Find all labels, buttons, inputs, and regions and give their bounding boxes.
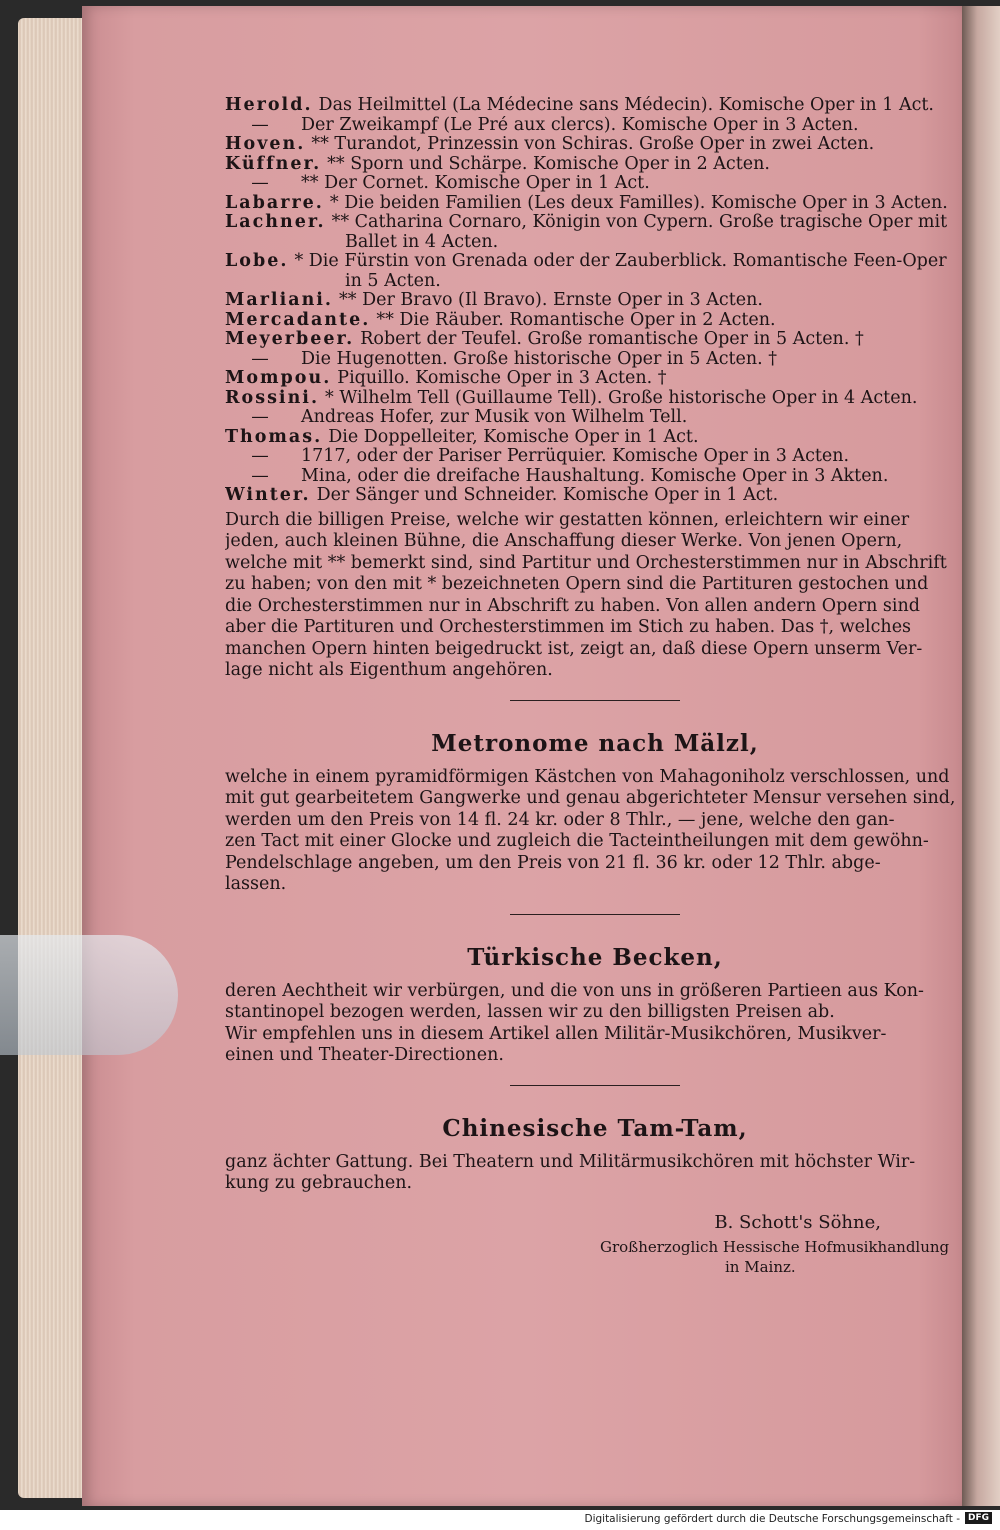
opera-title: Piquillo. Komische Oper in 3 Acten. † xyxy=(337,369,667,388)
paragraph-line: welche mit ** bemerkt sind, sind Partitur und Orchesterstimmen nur in Abschrift xyxy=(225,552,947,573)
paragraph-line: welche in einem pyramidförmigen Kästchen von Mahagoniholz verschlossen, und xyxy=(225,766,950,787)
section-divider xyxy=(510,1085,680,1086)
paragraph-line: stantinopel bezogen werden, lassen wir zu den billigsten Preisen ab. xyxy=(225,1002,835,1022)
paragraph-line: die Orchesterstimmen nur in Abschrift zu haben. Von allen andern Opern sind xyxy=(225,595,920,616)
paragraph-line: Pendelschlage angeben, um den Preis von 21 fl. 36 kr. oder 12 Thlr. abge- xyxy=(225,852,881,873)
paragraph-line: Wir empfehlen uns in diesem Artikel allen Militär-Musikchören, Musikver- xyxy=(225,1023,887,1044)
paragraph-line: lage nicht als Eigenthum angehören. xyxy=(225,660,553,680)
opera-list xyxy=(225,96,965,506)
signature-name: B. Schott's Söhne, xyxy=(714,1211,881,1233)
section-heading: Türkische Becken, xyxy=(467,943,723,971)
composer-name: Küffner. xyxy=(225,154,322,174)
paragraph-line: manchen Opern hinten beigedruckt ist, zeigt an, daß diese Opern unserm Ver- xyxy=(225,638,923,659)
footer-bar xyxy=(0,1510,1000,1530)
opera-title: Die Hugenotten. Große historische Oper in 5 Acten. † xyxy=(301,349,778,369)
section-body xyxy=(225,1152,965,1195)
section-body xyxy=(225,981,965,1067)
composer-name: — xyxy=(251,349,269,369)
paragraph-line: jeden, auch kleinen Bühne, die Anschaffung dieser Werke. Von jenen Opern, xyxy=(225,531,903,551)
footer-credit: Digitalisierung gefördert durch die Deutsche Forschungsgemeinschaft - xyxy=(584,1513,960,1525)
composer-name: Hoven. xyxy=(225,135,306,154)
composer-name: Thomas. xyxy=(225,427,323,447)
sections xyxy=(225,700,965,1195)
opera-entry xyxy=(225,311,965,331)
page-clip xyxy=(0,935,178,1055)
opera-entry xyxy=(225,174,965,194)
composer-name: Winter. xyxy=(225,486,311,505)
opera-entry xyxy=(225,213,965,233)
signature-firm-line1: Großherzoglich Hessische Hofmusikhandlung xyxy=(600,1237,950,1256)
opera-title: in 5 Acten. xyxy=(345,271,441,291)
opera-title: Robert der Teufel. Große romantische Oper in 5 Acten. † xyxy=(360,330,864,349)
opera-entry xyxy=(225,272,965,292)
opera-title: * Die Fürstin von Grenada oder der Zauberblick. Romantische Feen-Oper xyxy=(294,252,947,271)
paragraph-line: zu haben; von den mit * bezeichneten Opern sind die Partituren gestochen und xyxy=(225,574,929,594)
opera-title: * Die beiden Familien (Les deux Familles). Komische Oper in 3 Acten. xyxy=(329,193,948,213)
composer-name: Meyerbeer. xyxy=(225,330,355,349)
opera-entry xyxy=(225,194,965,214)
section-body xyxy=(225,767,965,896)
opera-title: ** Der Bravo (Il Bravo). Ernste Oper in 3 Acten. xyxy=(339,291,763,310)
section-heading: Metronome nach Mälzl, xyxy=(431,729,759,757)
paragraph-line: zen Tact mit einer Glocke und zugleich die Tacteintheilungen mit dem gewöhn- xyxy=(225,831,929,851)
composer-name: Labarre. xyxy=(225,193,324,213)
opera-entry xyxy=(225,252,965,272)
opera-entry xyxy=(225,408,965,428)
opera-title: Mina, oder die dreifache Haushaltung. Komische Oper in 3 Akten. xyxy=(301,466,889,486)
composer-name: Marliani. xyxy=(225,291,334,310)
opera-entry xyxy=(225,389,965,409)
opera-entry xyxy=(225,428,965,448)
opera-title: 1717, oder der Pariser Perrüquier. Komische Oper in 3 Acten. xyxy=(301,447,850,466)
composer-name: Mercadante. xyxy=(225,310,371,330)
paragraph-line: kung zu gebrauchen. xyxy=(225,1173,413,1193)
opera-entry xyxy=(225,467,965,487)
composer-name: Mompou. xyxy=(225,369,332,388)
opera-title: ** Der Cornet. Komische Oper in 1 Act. xyxy=(301,174,650,193)
opera-entry xyxy=(225,155,965,175)
paragraph-line: aber die Partituren und Orchesterstimmen im Stich zu haben. Das †, welches xyxy=(225,617,912,637)
opera-title: Das Heilmittel (La Médecine sans Médecin). Komische Oper in 1 Act. xyxy=(318,96,934,115)
opera-entry xyxy=(225,96,965,116)
paragraph-line: mit gut gearbeitetem Gangwerke und genau abgerichteter Mensur versehen sind, xyxy=(225,788,956,808)
composer-name: Lachner. xyxy=(225,213,326,232)
opera-entry xyxy=(225,291,965,311)
opera-entry xyxy=(225,330,965,350)
opera-title: Andreas Hofer, zur Musik von Wilhelm Tell. xyxy=(301,408,688,427)
opera-title: Die Doppelleiter, Komische Oper in 1 Act. xyxy=(328,427,699,447)
opera-title: ** Sporn und Schärpe. Komische Oper in 2 Acten. xyxy=(327,154,770,174)
opera-entry xyxy=(225,350,965,370)
signature-firm-line2: in Mainz. xyxy=(725,1257,796,1276)
paragraph-line: deren Aechtheit wir verbürgen, und die von uns in größeren Partieen aus Kon- xyxy=(225,980,924,1001)
opera-title: Ballet in 4 Acten. xyxy=(345,232,499,252)
opera-title: ** Die Räuber. Romantische Oper in 2 Acten. xyxy=(376,310,776,330)
opera-entry xyxy=(225,486,965,506)
right-page-edge xyxy=(962,6,1000,1506)
page-text xyxy=(225,96,965,1277)
section-divider xyxy=(510,700,680,701)
composer-name: Rossini. xyxy=(225,388,320,408)
composer-name: Lobe. xyxy=(225,252,289,271)
opera-entry xyxy=(225,447,965,467)
paragraph-line: einen und Theater-Directionen. xyxy=(225,1045,504,1065)
opera-entry xyxy=(225,116,965,136)
opera-entry xyxy=(225,369,965,389)
section-heading: Chinesische Tam-Tam, xyxy=(442,1114,748,1142)
note-paragraph xyxy=(225,510,965,682)
opera-title: Der Zweikampf (Le Pré aux clercs). Komische Oper in 3 Acten. xyxy=(301,115,859,135)
composer-name: — xyxy=(251,466,269,486)
opera-title: ** Catharina Cornaro, Königin von Cypern. Große tragische Oper mit xyxy=(331,213,948,232)
composer-name: Herold. xyxy=(225,96,313,115)
composer-name: — xyxy=(251,115,269,135)
dfg-logo: DFG xyxy=(965,1512,992,1524)
paragraph-line: lassen. xyxy=(225,874,287,894)
composer-name: — xyxy=(251,447,269,466)
opera-entry xyxy=(225,135,965,155)
composer-name: — xyxy=(251,174,269,193)
section-divider xyxy=(510,914,680,915)
opera-title: * Wilhelm Tell (Guillaume Tell). Große historische Oper in 4 Acten. xyxy=(325,388,918,408)
composer-name: — xyxy=(251,408,269,427)
opera-entry xyxy=(225,233,965,253)
paragraph-line: werden um den Preis von 14 fl. 24 kr. oder 8 Thlr., — jene, welche den gan- xyxy=(225,809,895,830)
paragraph-line: Durch die billigen Preise, welche wir gestatten können, erleichtern wir einer xyxy=(225,509,910,530)
paragraph-line: ganz ächter Gattung. Bei Theatern und Militärmusikchören mit höchster Wir- xyxy=(225,1151,916,1172)
opera-title: Der Sänger und Schneider. Komische Oper in 1 Act. xyxy=(316,486,779,505)
opera-title: ** Turandot, Prinzessin von Schiras. Große Oper in zwei Acten. xyxy=(311,135,875,154)
